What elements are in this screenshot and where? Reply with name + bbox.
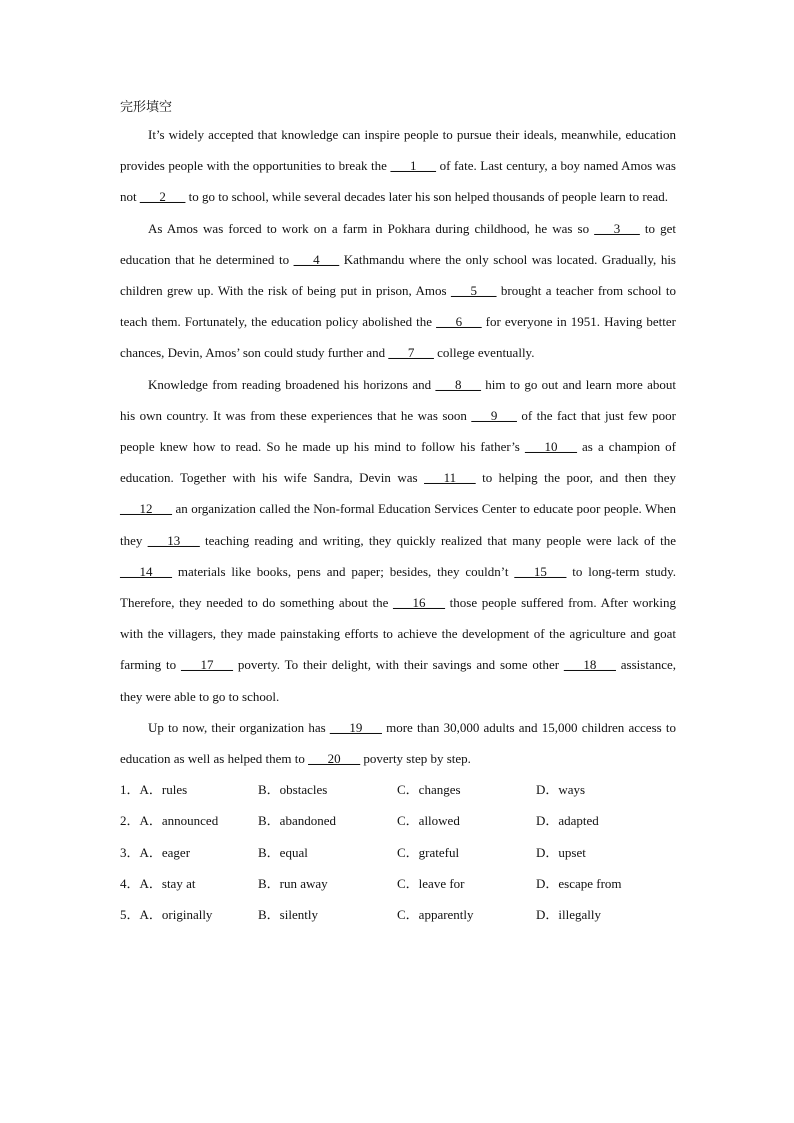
option-choice: D．adapted (536, 813, 599, 829)
passage (120, 119, 676, 774)
blank-number: ___8___ (435, 376, 481, 392)
passage-text: Up to now, their organization has (148, 719, 330, 735)
passage-text: to go to school, while several decades later his son helped thousands of people learn to read. (185, 189, 669, 205)
blank-number: ___10___ (524, 439, 577, 455)
blank-number: ___18___ (563, 657, 616, 673)
passage-text: assistance, they were able to go to school. (120, 657, 677, 704)
passage-text: college eventually. (433, 345, 535, 361)
option-choice: B．abandoned (258, 813, 336, 829)
passage-text: to helping the poor, and then they (475, 470, 676, 486)
option-choice: C．apparently (397, 907, 474, 923)
passage-text: for everyone in 1951. Having better chances, Devin, Amos’ son could study further and (120, 314, 676, 361)
blank-number: ___13___ (147, 532, 200, 548)
option-choice: C．changes (397, 782, 461, 798)
option-choice: D．ways (536, 782, 586, 798)
option-choice: B．obstacles (258, 782, 328, 798)
passage-text: As Amos was forced to work on a farm in Pokhara during childhood, he was so (148, 220, 595, 236)
passage-text: Knowledge from reading broadened his horizons and (148, 376, 436, 392)
option-row (120, 774, 676, 805)
passage-text: of fate. Last century, a boy named Amos was not (120, 158, 676, 205)
blank-number: ___16___ (393, 595, 446, 611)
blank-number: ___12___ (120, 501, 172, 517)
option-choice: 5．A．originally (120, 907, 213, 923)
cloze-exercise (120, 97, 676, 930)
paragraph (120, 369, 676, 712)
passage-text: those people suffered from. After working with the villagers, they made painstaking efforts to achieve the development of the agriculture and goat farming to (120, 595, 676, 673)
blank-number: ___2___ (139, 189, 186, 205)
passage-text: an organization called the Non-formal Education Services Center to educate poor people. When they (120, 501, 676, 548)
blank-number: ___3___ (594, 220, 640, 236)
blank-number: ___14___ (120, 563, 172, 579)
option-choice: 2．A．announced (120, 813, 219, 829)
option-row (120, 899, 676, 930)
blank-number: ___1___ (390, 158, 436, 174)
option-choice: C．grateful (397, 844, 460, 860)
blank-number: ___6___ (436, 314, 482, 330)
blank-number: ___5___ (450, 283, 497, 299)
blank-number: ___4___ (293, 251, 340, 267)
option-choice: D．escape from (536, 875, 622, 891)
passage-text: as a champion of education. Together with his wife Sandra, Devin was (120, 439, 676, 486)
option-choice: B．equal (258, 844, 308, 860)
paragraph (120, 119, 676, 213)
section-title: 完形填空 (120, 100, 173, 115)
passage-text: poverty. To their delight, with their savings and some other (233, 657, 564, 673)
passage-text: materials like books, pens and paper; besides, they couldn’t (172, 563, 515, 579)
blank-number: ___7___ (388, 345, 434, 361)
option-choice: 3．A．eager (120, 844, 191, 860)
blank-number: ___9___ (471, 407, 517, 423)
paragraph (120, 712, 676, 774)
passage-text: Kathmandu where the only school was located. Gradually, his children grew up. With the risk of being put in prison, Amos (120, 251, 676, 299)
option-choice: C．leave for (397, 875, 465, 891)
paragraph (120, 213, 676, 369)
blank-number: ___20___ (308, 751, 361, 767)
passage-text: poverty step by step. (360, 751, 471, 767)
passage-text: to get education that he determined to (120, 220, 676, 267)
option-row (120, 805, 676, 836)
option-choice: 1．A．rules (120, 782, 188, 798)
passage-text: brought a teacher from school to teach them. Fortunately, the education policy abolished the (120, 283, 676, 330)
option-row (120, 837, 676, 868)
blank-number: ___19___ (329, 719, 382, 735)
option-choice: D．illegally (536, 907, 601, 923)
blank-number: ___15___ (514, 563, 567, 579)
option-choice: D．upset (536, 844, 586, 860)
passage-text: of the fact that just few poor people knew how to read. So he made up his mind to follow his father’s (120, 407, 676, 455)
option-choice: B．silently (258, 907, 318, 923)
passage-text: him to go out and learn more about his own country. It was from these experiences that he was soon (120, 376, 677, 423)
option-choice: 4．A．stay at (120, 875, 196, 891)
blank-number: ___11___ (424, 470, 476, 486)
answer-options (120, 774, 676, 930)
option-choice: C．allowed (397, 813, 460, 829)
option-row (120, 868, 676, 899)
blank-number: ___17___ (181, 657, 233, 673)
passage-text: teaching reading and writing, they quickly realized that many people were lack of the (199, 532, 676, 548)
passage-text: more than 30,000 adults and 15,000 children access to education as well as helped them to (120, 719, 676, 767)
option-choice: B．run away (258, 875, 328, 891)
passage-text: to long-term study. Therefore, they needed to do something about the (120, 563, 677, 611)
passage-text: It’s widely accepted that knowledge can inspire people to pursue their ideals, meanwhile, education provides people with the opportunities to break the (120, 127, 676, 174)
